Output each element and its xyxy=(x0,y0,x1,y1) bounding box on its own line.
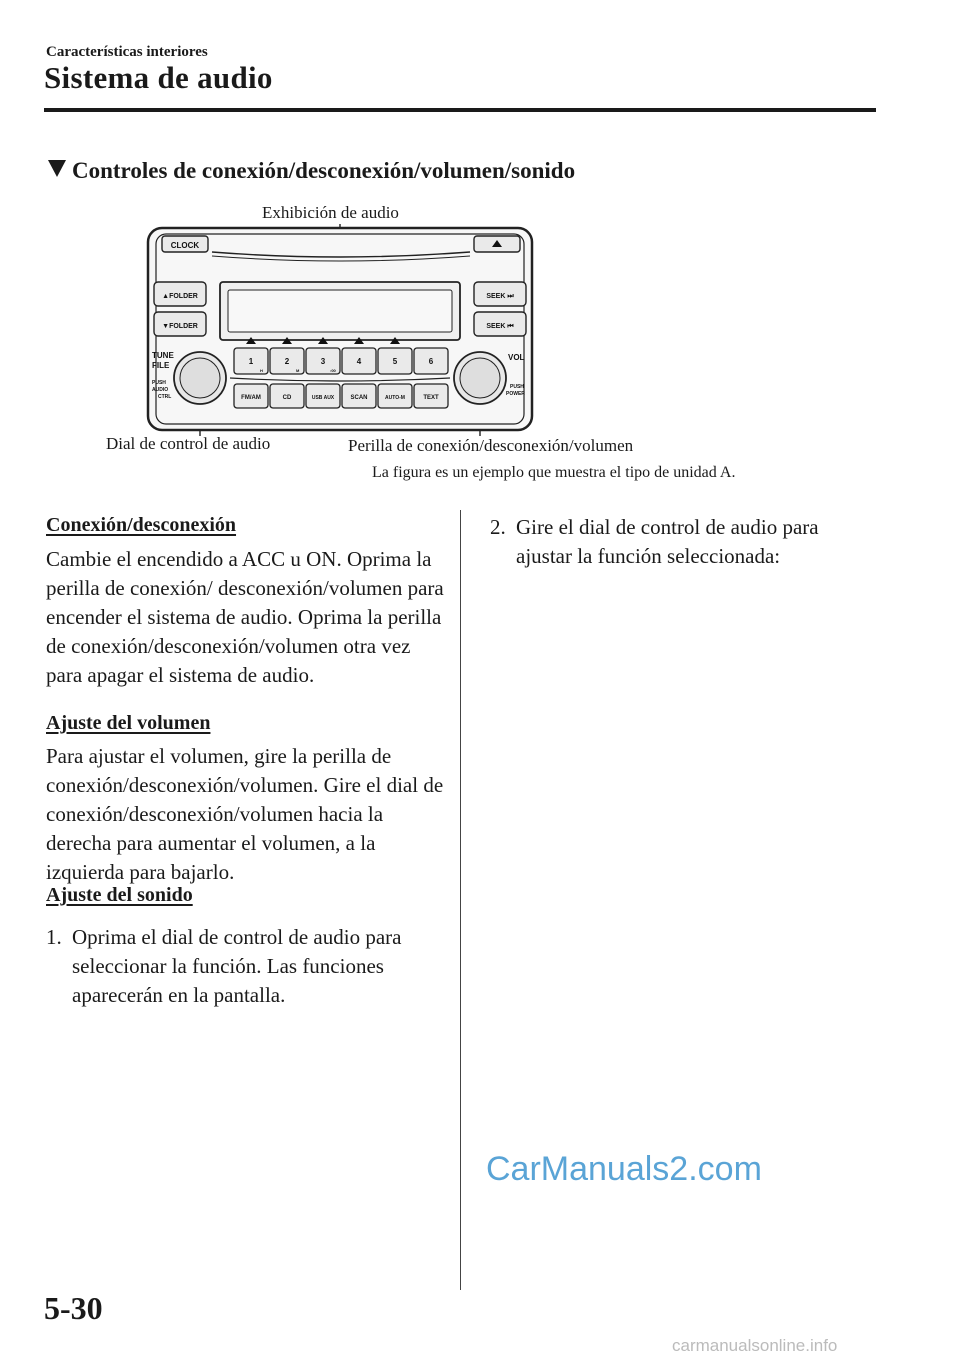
onoff-heading: Conexión/desconexión xyxy=(46,514,237,536)
usb-aux-label: USB AUX xyxy=(311,395,335,401)
text-label: TEXT xyxy=(423,395,439,401)
preset-label-3: 3 xyxy=(320,357,326,366)
callout-knob-label: Perilla de conexión/desconexión/volumen xyxy=(348,436,634,455)
chapter-label: Características interiores xyxy=(46,44,208,60)
step-text: Oprima el dial de control de audio para seleccionar la función. Las funciones aparecerán en la pantalla. xyxy=(72,925,402,1007)
push-label-left: PUSH xyxy=(152,380,166,386)
preset-sub-m: M xyxy=(296,368,300,373)
page-title: Sistema de audio xyxy=(44,60,273,95)
fm-am-label: FM/AM xyxy=(241,395,261,401)
preset-label-4: 4 xyxy=(356,357,362,366)
step-text: Gire el dial de control de audio para ajustar la función seleccionada: xyxy=(516,515,819,568)
seek-down-label: SEEK ⏮ xyxy=(486,323,514,330)
watermark: CarManuals2.com xyxy=(486,1150,762,1188)
volume-paragraph: Para ajustar el volumen, gire la perilla de conexión/desconexión/volumen. Gire el dial de conexión/desconexión/volumen hacia la derecha para aumentar el volumen, a la izquierda para bajarlo. xyxy=(46,744,444,884)
file-label: FILE xyxy=(152,361,170,370)
tune-label: TUNE xyxy=(152,351,174,360)
cd-label: CD xyxy=(282,395,292,401)
onoff-paragraph: Cambie el encendido a ACC u ON. Oprima la perilla de conexión/ desconexión/volumen para encender el sistema de audio. Oprima la perilla de conexión/desconexión/volumen otra vez para apagar el sistema de audio. xyxy=(46,547,444,687)
page-number: 5-30 xyxy=(44,1290,103,1326)
column-divider xyxy=(460,510,461,1290)
folder-down-label: ▼FOLDER xyxy=(162,323,198,330)
callout-dial-label: Dial de control de audio xyxy=(106,434,271,453)
audio-unit-figure xyxy=(0,0,960,480)
power-label: POWER xyxy=(506,391,525,397)
folder-up-label: ▲FOLDER xyxy=(162,293,198,300)
push-label-right: PUSH xyxy=(510,384,524,390)
list-item xyxy=(46,923,446,1010)
callout-display-label: Exhibición de audio xyxy=(262,203,399,222)
footer-watermark: carmanualsonline.info xyxy=(672,1336,838,1355)
ctrl-label: CTRL xyxy=(158,394,172,400)
auto-m-label: AUTO-M xyxy=(385,395,405,401)
section-title-text: Controles de conexión/desconexión/volumen/sonido xyxy=(72,158,576,183)
step-number: 2. xyxy=(490,515,506,539)
scan-label: SCAN xyxy=(350,395,368,401)
preset-label-6: 6 xyxy=(428,357,434,366)
clock-button-label: CLOCK xyxy=(170,241,200,250)
seek-up-label: SEEK ⏭ xyxy=(486,293,514,300)
preset-sub-00: :00 xyxy=(330,368,336,373)
list-item xyxy=(490,513,870,571)
preset-label-5: 5 xyxy=(392,357,398,366)
preset-label-2: 2 xyxy=(284,357,290,366)
figure-caption: La figura es un ejemplo que muestra el tipo de unidad A. xyxy=(372,464,736,481)
preset-sub-h: H xyxy=(260,368,263,373)
step-number: 1. xyxy=(46,925,62,949)
vol-label: VOL xyxy=(508,353,525,362)
preset-label-1: 1 xyxy=(248,357,254,366)
sound-heading: Ajuste del sonido xyxy=(46,884,193,906)
volume-heading: Ajuste del volumen xyxy=(46,712,211,734)
audio-label: AUDIO xyxy=(152,387,169,393)
